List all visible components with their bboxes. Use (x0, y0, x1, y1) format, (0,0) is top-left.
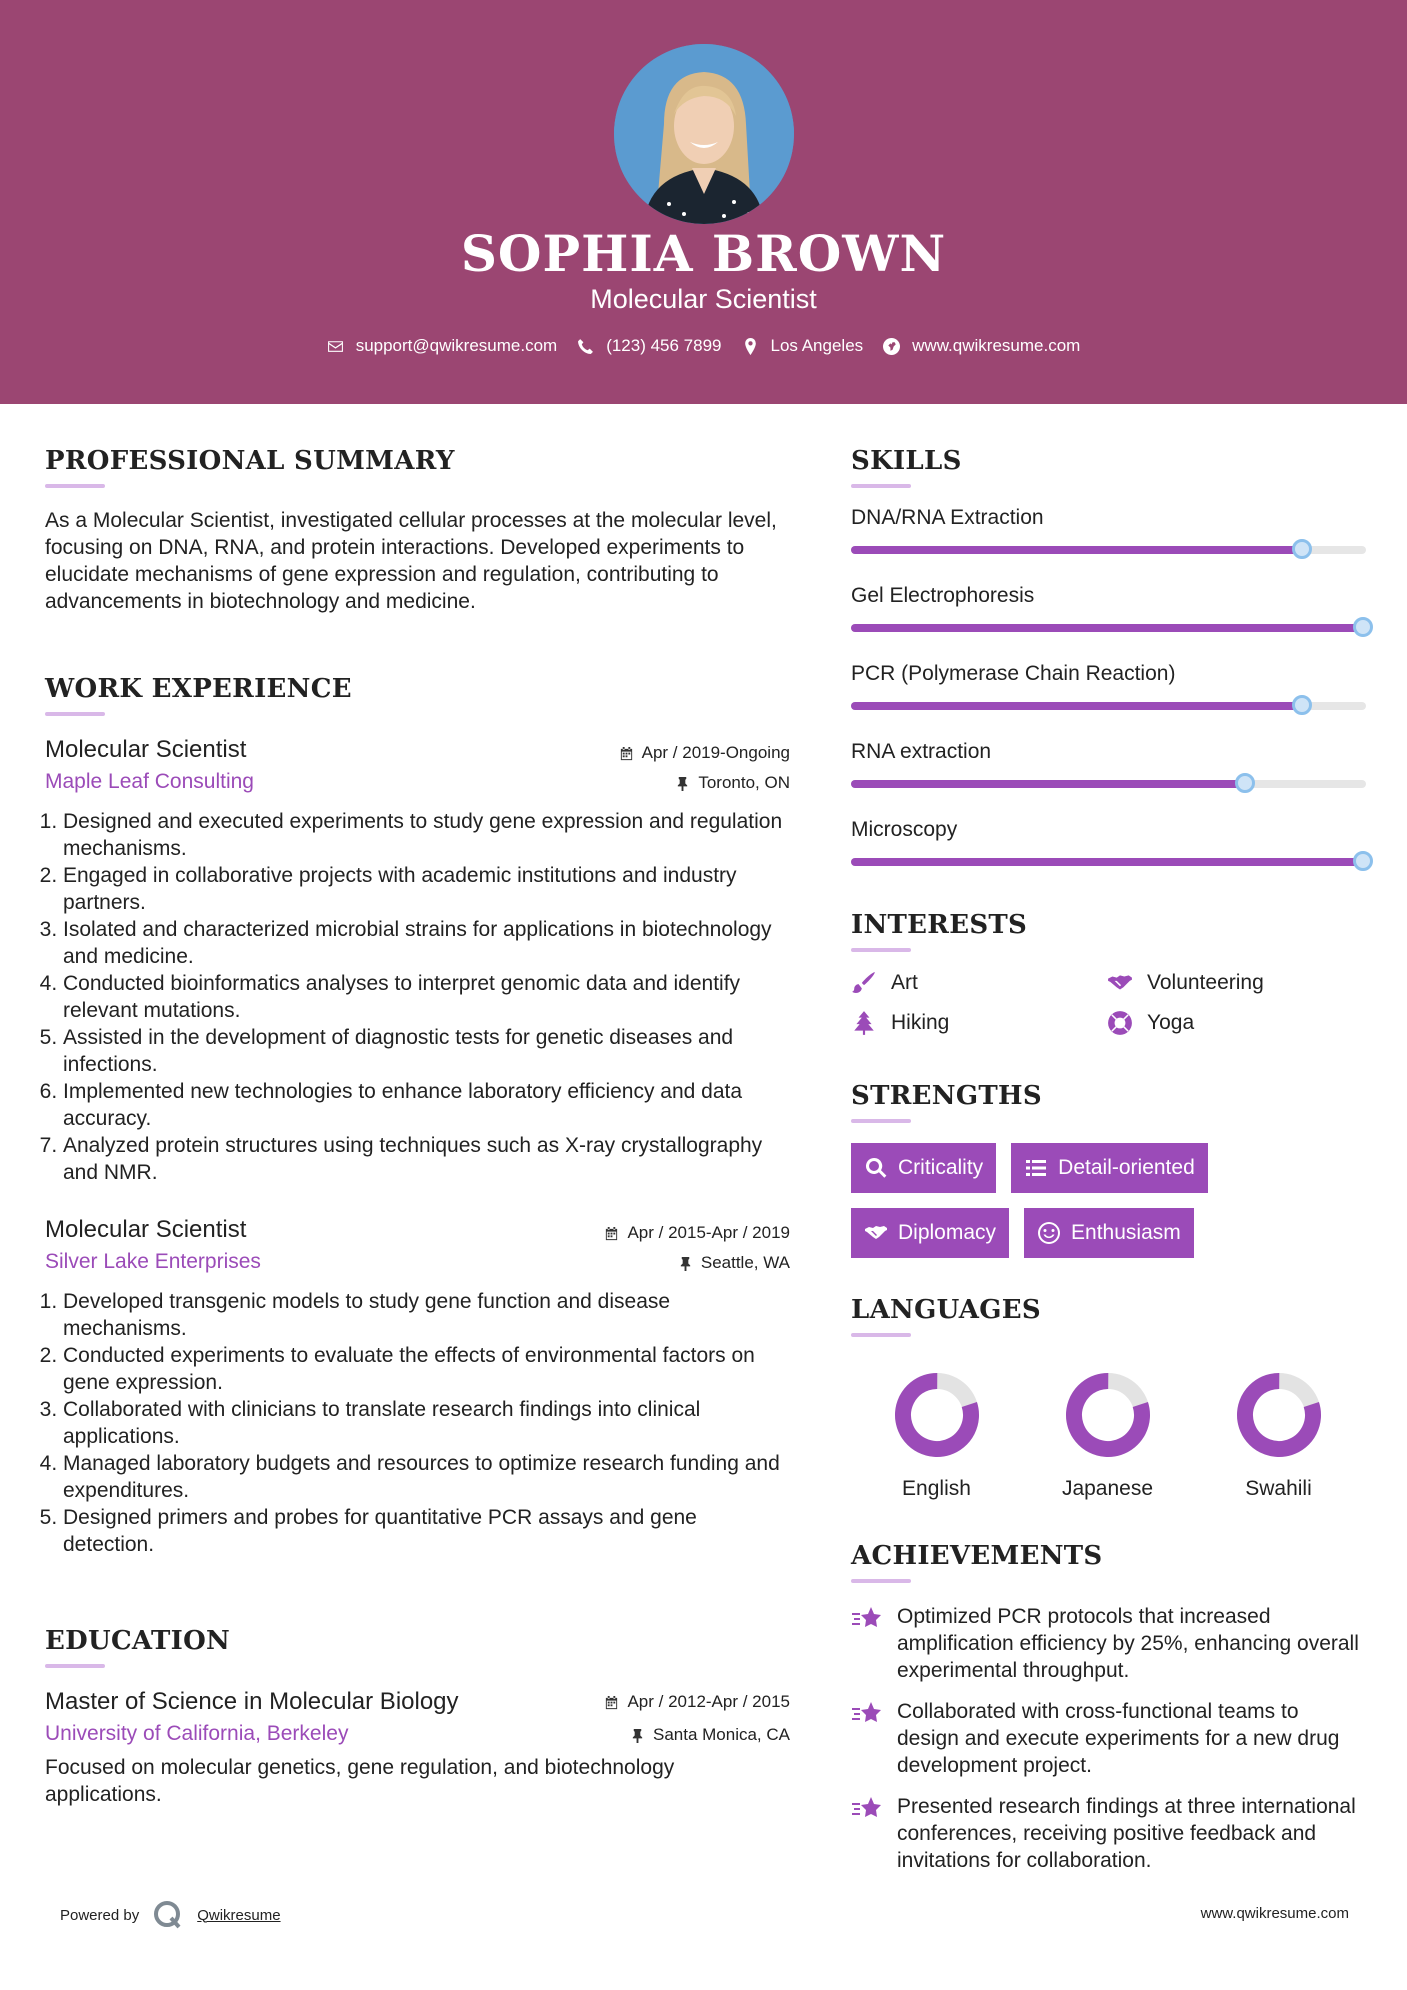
footer-website[interactable]: www.qwikresume.com (1200, 1905, 1349, 1922)
section-underline (851, 948, 911, 952)
strengths-list (851, 1143, 1366, 1258)
language-label: English (902, 1477, 971, 1500)
job-entry (45, 736, 790, 1186)
skill-bar-knob (1292, 695, 1312, 715)
job-bullets (45, 808, 790, 1186)
skill-label: Microscopy (851, 818, 958, 841)
summary-text: As a Molecular Scientist, investigated cellular processes at the molecular level, focusing on DNA, RNA, and protein interactions. Developed experiments to elucidate mechanisms of gene expression and regulation, contributing to advancements in biotechnology and medicine. (45, 509, 777, 613)
contact-bar (0, 336, 1407, 356)
strengths-heading: STRENGTHS (851, 1081, 1042, 1111)
donut-fill (1065, 1372, 1151, 1458)
resume-header (0, 0, 1407, 404)
profile-photo (614, 44, 794, 224)
strength-tag: Detail-oriented (1011, 1143, 1208, 1193)
list-item: 2. Engaged in collaborative projects with academic institutions and industry partners. (63, 862, 790, 916)
job-dates: Apr / 2019-Ongoing (619, 743, 790, 763)
skills-heading: SKILLS (851, 446, 962, 476)
email-text: support@qwikresume.com (355, 336, 558, 355)
skill-bar-fill (851, 546, 1304, 554)
skill-bar (851, 546, 1366, 554)
interests-heading: INTERESTS (851, 910, 1028, 940)
list-item: 5. Assisted in the development of diagnostic tests for genetic diseases and infections. (63, 1024, 790, 1078)
achievements-heading: ACHIEVEMENTS (851, 1541, 1103, 1571)
job-company: Maple Leaf Consulting (45, 770, 254, 793)
strengths-section (851, 1081, 1366, 1258)
phone-text: (123) 456 7899 (606, 336, 722, 355)
skill-label: RNA extraction (851, 740, 992, 763)
pushpin-icon (630, 1728, 645, 1743)
job-bullets (45, 1288, 790, 1558)
skill-bar (851, 624, 1366, 632)
section-underline (45, 1664, 105, 1668)
brand-link[interactable]: Qwikresume (197, 1906, 281, 1924)
skill-bar-fill (851, 624, 1366, 632)
section-underline (851, 1333, 911, 1337)
interest-item: Volunteering (1107, 970, 1363, 996)
education-heading: EDUCATION (45, 1626, 231, 1656)
achievement-item: Collaborated with cross-functional teams to design and execute experiments for a new drug development project. (851, 1698, 1366, 1779)
powered-by-text: Powered by (60, 1906, 140, 1924)
interests-section (851, 910, 1366, 1036)
envelope-icon (327, 338, 344, 355)
degree-title: Master of Science in Molecular Biology (45, 1688, 459, 1715)
strength-tag: Enthusiasm (1024, 1208, 1194, 1258)
shooting-star-icon (851, 1605, 883, 1633)
candidate-title: Molecular Scientist (590, 284, 817, 314)
lifebuoy-icon (1107, 1010, 1133, 1036)
achievement-item: Optimized PCR protocols that increased amplification efficiency by 25%, enhancing overall experimental throughput. (851, 1603, 1366, 1684)
skills-section (851, 446, 1366, 866)
experience-section (45, 674, 790, 1558)
skill-label: DNA/RNA Extraction (851, 506, 1044, 529)
skill-item (851, 818, 1366, 866)
profile-photo-image (614, 44, 794, 224)
handshake-icon (864, 1221, 888, 1245)
skill-label: PCR (Polymerase Chain Reaction) (851, 662, 1176, 685)
pushpin-icon (678, 1256, 693, 1271)
interest-item: Yoga (1107, 1010, 1363, 1036)
candidate-name: SOPHIA BROWN (460, 224, 947, 283)
skill-item (851, 506, 1366, 554)
qwikresume-logo-icon (153, 1900, 183, 1930)
language-item (851, 1371, 1022, 1501)
contact-location (742, 336, 864, 356)
section-underline (851, 484, 911, 488)
list-item: 4. Managed laboratory budgets and resources to optimize research funding and expenditures. (63, 1450, 790, 1504)
search-icon (864, 1156, 888, 1180)
tree-icon (851, 1010, 877, 1036)
job-location: Seattle, WA (678, 1253, 790, 1273)
skill-bar-knob (1292, 539, 1312, 559)
pushpin-icon (675, 776, 690, 791)
donut-fill (1236, 1372, 1322, 1458)
list-item: 7. Analyzed protein structures using techniques such as X-ray crystallography and NMR. (63, 1132, 790, 1186)
education-description: Focused on molecular genetics, gene regulation, and biotechnology applications. (45, 1756, 675, 1806)
skill-bar (851, 858, 1366, 866)
language-item (1022, 1371, 1193, 1501)
skill-bar-fill (851, 858, 1366, 866)
language-label: Swahili (1245, 1477, 1312, 1500)
strength-tag: Diplomacy (851, 1208, 1009, 1258)
summary-heading: PROFESSIONAL SUMMARY (45, 446, 455, 476)
job-dates: Apr / 2015-Apr / 2019 (604, 1223, 790, 1243)
footer-powered-by (60, 1900, 281, 1930)
school-name: University of California, Berkeley (45, 1722, 349, 1745)
job-entry (45, 1216, 790, 1558)
languages-list (851, 1371, 1366, 1501)
calendar-icon (604, 1695, 619, 1710)
experience-heading: WORK EXPERIENCE (45, 674, 352, 704)
list-item: 3. Isolated and characterized microbial strains for applications in biotechnology and medicine. (63, 916, 790, 970)
smile-icon (1037, 1221, 1061, 1245)
skill-label: Gel Electrophoresis (851, 584, 1035, 607)
website-text: www.qwikresume.com (912, 336, 1081, 355)
skill-bar-knob (1353, 851, 1373, 871)
language-item (1193, 1371, 1364, 1501)
language-donut (1235, 1371, 1323, 1459)
calendar-icon (604, 1226, 619, 1241)
contact-phone[interactable] (577, 336, 721, 356)
location-text: Los Angeles (770, 336, 864, 355)
contact-email[interactable] (327, 336, 558, 356)
skill-bar-fill (851, 702, 1304, 710)
list-item: 2. Conducted experiments to evaluate the effects of environmental factors on gene expression. (63, 1342, 790, 1396)
education-dates: Apr / 2012-Apr / 2015 (604, 1692, 790, 1712)
achievements-list (851, 1603, 1366, 1874)
language-donut (1064, 1371, 1152, 1459)
skill-item (851, 662, 1366, 710)
interest-item: Hiking (851, 1010, 1107, 1036)
list-item: 5. Designed primers and probes for quantitative PCR assays and gene detection. (63, 1504, 790, 1558)
list-icon (1024, 1156, 1048, 1180)
section-underline (45, 712, 105, 716)
skills-list (851, 506, 1366, 866)
handshake-icon (1107, 970, 1133, 996)
phone-icon (577, 338, 594, 355)
calendar-icon (619, 746, 634, 761)
interest-item: Art (851, 970, 1107, 996)
skill-item (851, 584, 1366, 632)
paintbrush-icon (851, 970, 877, 996)
interests-list (851, 970, 1366, 1036)
list-item: 1. Designed and executed experiments to study gene expression and regulation mechanisms. (63, 808, 790, 862)
strength-tag: Criticality (851, 1143, 996, 1193)
skill-bar-fill (851, 780, 1248, 788)
list-item: 3. Collaborated with clinicians to translate research findings into clinical applications. (63, 1396, 790, 1450)
skill-bar (851, 702, 1366, 710)
job-title: Molecular Scientist (45, 1216, 247, 1243)
globe-icon (883, 338, 900, 355)
job-title: Molecular Scientist (45, 736, 247, 763)
achievements-section (851, 1541, 1366, 1888)
languages-heading: LANGUAGES (851, 1295, 1041, 1325)
list-item: 4. Conducted bioinformatics analyses to interpret genomic data and identify relevant mutations. (63, 970, 790, 1024)
achievement-item: Presented research findings at three international conferences, receiving positive feedback and invitations for collaboration. (851, 1793, 1366, 1874)
languages-section (851, 1295, 1366, 1501)
section-underline (45, 484, 105, 488)
section-underline (851, 1579, 911, 1583)
job-company: Silver Lake Enterprises (45, 1250, 261, 1273)
list-item: 1. Developed transgenic models to study gene function and disease mechanisms. (63, 1288, 790, 1342)
map-marker-icon (742, 338, 759, 355)
education-section (45, 1626, 790, 1808)
donut-fill (894, 1372, 980, 1458)
shooting-star-icon (851, 1700, 883, 1728)
shooting-star-icon (851, 1795, 883, 1823)
job-location: Toronto, ON (675, 773, 790, 793)
language-label: Japanese (1061, 1477, 1154, 1500)
skill-item (851, 740, 1366, 788)
skill-bar-knob (1353, 617, 1373, 637)
list-item: 6. Implemented new technologies to enhance laboratory efficiency and data accuracy. (63, 1078, 790, 1132)
contact-website[interactable] (883, 336, 1080, 356)
language-donut (893, 1371, 981, 1459)
skill-bar (851, 780, 1366, 788)
section-underline (851, 1119, 911, 1123)
education-location: Santa Monica, CA (630, 1725, 790, 1745)
summary-section (45, 446, 790, 615)
skill-bar-knob (1235, 773, 1255, 793)
